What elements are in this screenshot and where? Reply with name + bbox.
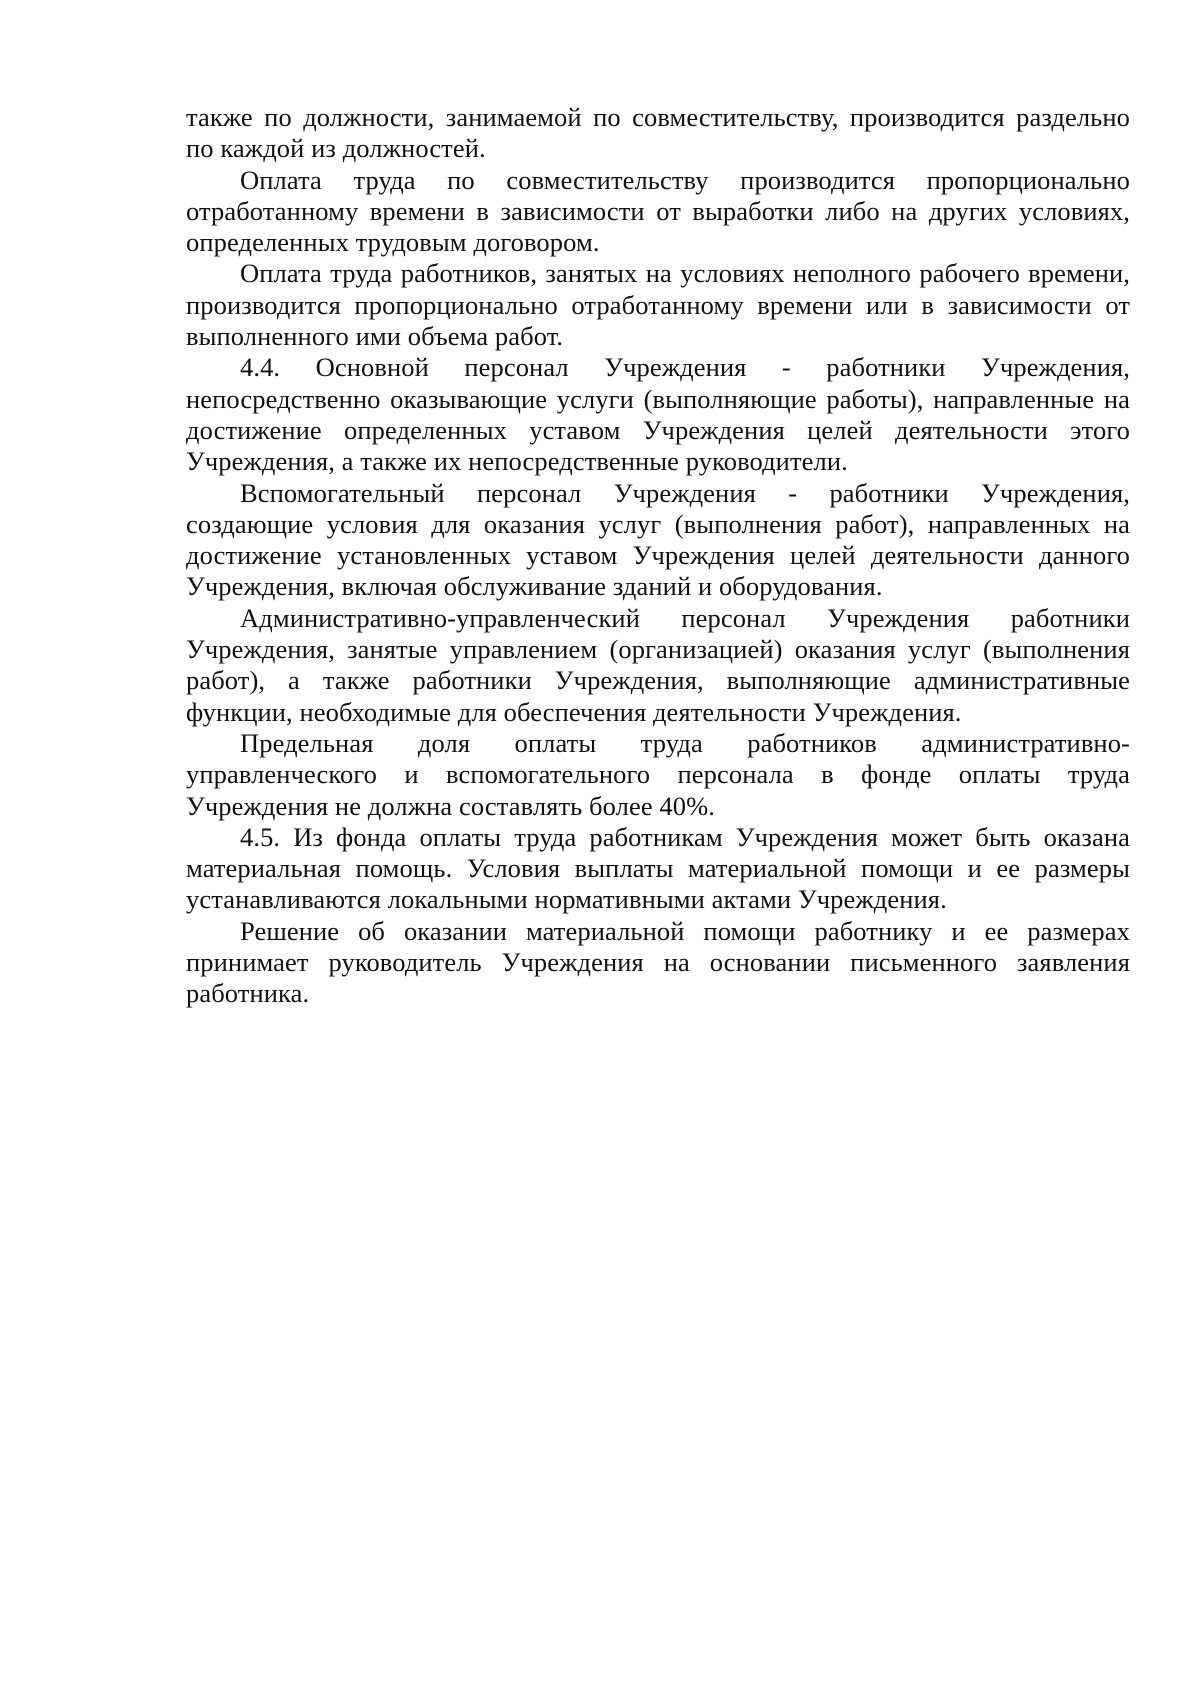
- paragraph-continuation: также по должности, занимаемой по совместительству, производится раздельно по каждой из должностей.: [186, 102, 1130, 164]
- paragraph-aid-decision: Решение об оказании материальной помощи работнику и ее размерах принимает руководитель Учреждения на основании письменного заявления работника.: [186, 915, 1130, 1009]
- paragraph-4-5-material-aid: 4.5. Из фонда оплаты труда работникам Учреждения может быть оказана материальная помощь. Условия выплаты материальной помощи и ее размеры устанавливаются локальными нормативными актами Учреждения.: [186, 821, 1130, 915]
- paragraph-auxiliary-staff: Вспомогательный персонал Учреждения - работники Учреждения, создающие условия для оказания услуг (выполнения работ), направленных на достижение установленных уставом Учреждения целей деятельности данного Учреждения, включая обслуживание зданий и оборудования.: [186, 477, 1130, 602]
- paragraph-reduced-hours-pay: Оплата труда работников, занятых на условиях неполного рабочего времени, производится пропорционально отработанному времени или в зависимости от выполненного ими объема работ.: [186, 258, 1130, 352]
- paragraph-pay-share-limit: Предельная доля оплаты труда работников административно-управленческого и вспомогательного персонала в фонде оплаты труда Учреждения не должна составлять более 40%.: [186, 727, 1130, 821]
- paragraph-4-4-main-staff: 4.4. Основной персонал Учреждения - работники Учреждения, непосредственно оказывающие услуги (выполняющие работы), направленные на достижение определенных уставом Учреждения целей деятельности этого Учреждения, а также их непосредственные руководители.: [186, 352, 1130, 477]
- paragraph-part-time-pay: Оплата труда по совместительству производится пропорционально отработанному времени в зависимости от выработки либо на других условиях, определенных трудовым договором.: [186, 164, 1130, 258]
- paragraph-admin-staff: Административно-управленческий персонал Учреждения работники Учреждения, занятые управлением (организацией) оказания услуг (выполнения работ), а также работники Учреждения, выполняющие административные функции, необходимые для обеспечения деятельности Учреждения.: [186, 602, 1130, 727]
- document-body: [186, 102, 1130, 1010]
